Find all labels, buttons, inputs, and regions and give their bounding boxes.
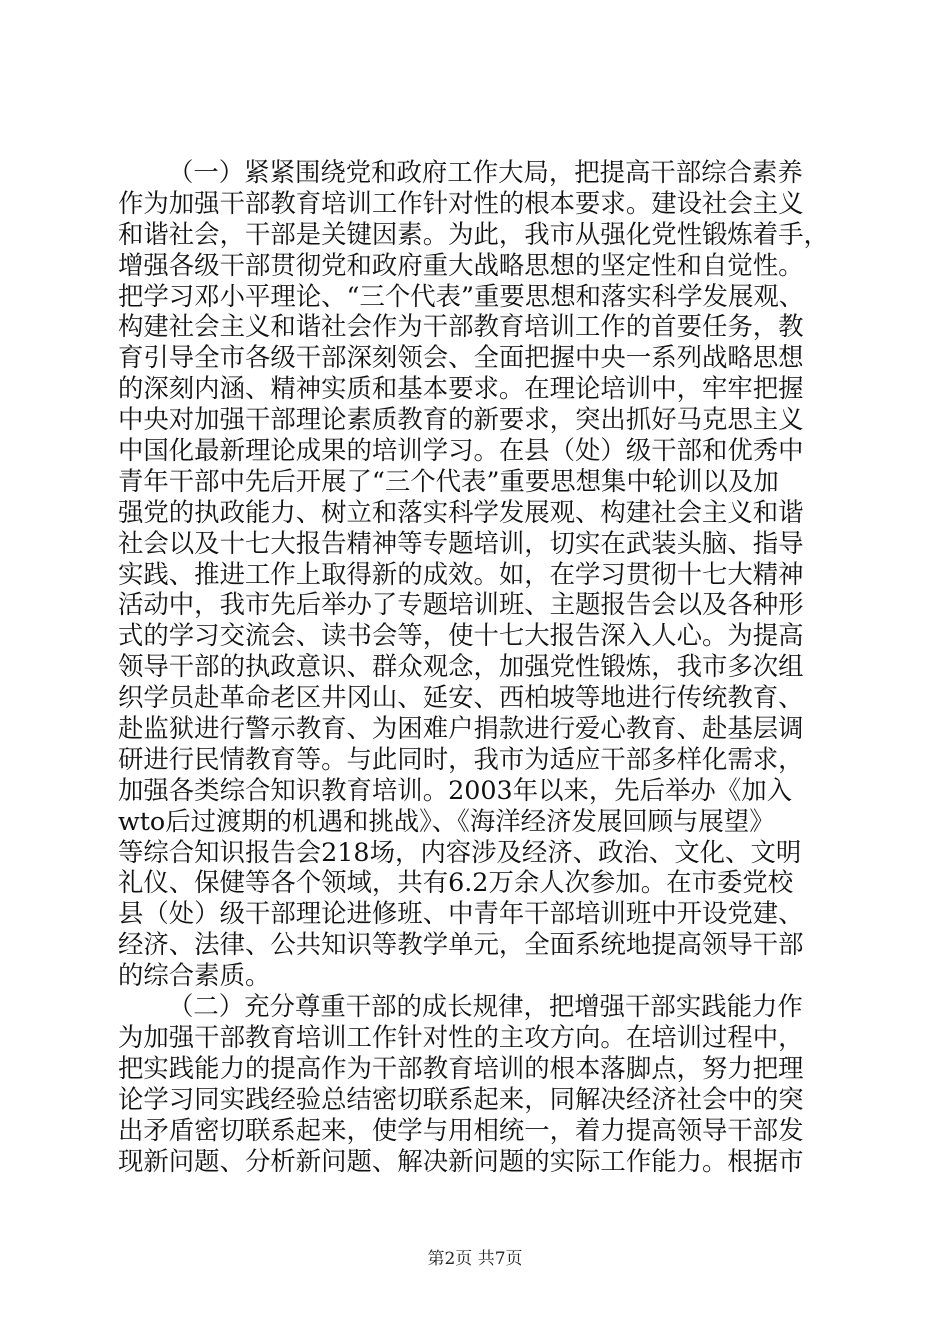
paragraph-1-line: 青年干部中先后开展了“三个代表”重要思想集中轮训以及加 — [118, 465, 779, 496]
paragraph-1-line: 实践、推进工作上取得新的成效。如，在学习贯彻十七大精神 — [118, 558, 804, 589]
paragraph-1-line: 社会以及十七大报告精神等专题培训，切实在武装头脑、指导 — [118, 527, 804, 558]
paragraph-1-line: 等综合知识报告会218场，内容涉及经济、政治、文化、文明 — [118, 836, 802, 867]
paragraph-1-line: 中央对加强干部理论素质教育的新要求，突出抓好马克思主义 — [118, 404, 804, 435]
paragraph-1-line: 和谐社会，干部是关键因素。为此，我市从强化党性锻炼着手， — [118, 218, 829, 249]
paragraph-1-line: 织学员赴革命老区井冈山、延安、西柏坡等地进行传统教育、 — [118, 682, 804, 713]
paragraph-1-line: 加强各类综合知识教育培训。2003年以来，先后举办《加入 — [118, 774, 792, 805]
paragraph-1-line: 把学习邓小平理论、“三个代表”重要思想和落实科学发展观、 — [118, 280, 805, 311]
paragraph-1-line: 礼仪、保健等各个领域，共有6.2万余人次参加。在市委党校 — [118, 867, 794, 898]
paragraph-2-line: 为加强干部教育培训工作针对性的主攻方向。在培训过程中， — [118, 1021, 804, 1052]
paragraph-1-line: 赴监狱进行警示教育、为困难户捐款进行爱心教育、赴基层调 — [118, 713, 804, 744]
paragraph-1-line: 构建社会主义和谐社会作为干部教育培训工作的首要任务，教 — [118, 311, 804, 342]
page-number-footer: 第2页 共7页 — [427, 1249, 523, 1269]
paragraph-1-line: 的深刻内涵、精神实质和基本要求。在理论培训中，牢牢把握 — [118, 373, 804, 404]
paragraph-2-line: （二）充分尊重干部的成长规律，把增强干部实践能力作 — [168, 991, 803, 1022]
paragraph-1-line: （一）紧紧围绕党和政府工作大局，把提高干部综合素养 — [168, 157, 803, 187]
paragraph-2-line: 论学习同实践经验总结密切联系起来，同解决经济社会中的突 — [118, 1083, 804, 1114]
paragraph-1-line: 强党的执政能力、树立和落实科学发展观、构建社会主义和谐 — [118, 496, 804, 527]
paragraph-1-line: 领导干部的执政意识、群众观念，加强党性锻炼，我市多次组 — [118, 651, 804, 682]
paragraph-1-line: 活动中，我市先后举办了专题培训班、主题报告会以及各种形 — [118, 589, 804, 620]
paragraph-2-line: 把实践能力的提高作为干部教育培训的根本落脚点，努力把理 — [118, 1052, 804, 1083]
paragraph-1-line: 育引导全市各级干部深刻领会、全面把握中央一系列战略思想 — [118, 342, 804, 373]
paragraph-1-line: 作为加强干部教育培训工作针对性的根本要求。建设社会主义 — [118, 187, 804, 218]
paragraph-1-line: 研进行民情教育等。与此同时，我市为适应干部多样化需求， — [118, 743, 804, 774]
paragraph-1-line: 中国化最新理论成果的培训学习。在县（处）级干部和优秀中 — [118, 435, 804, 466]
paragraph-1-line: wto后过渡期的机遇和挑战》、《海洋经济发展回顾与展望》 — [118, 805, 775, 836]
document-body — [118, 157, 838, 1176]
paragraph-1-line: 式的学习交流会、读书会等，使十七大报告深入人心。为提高 — [118, 620, 804, 651]
paragraph-1-line: 经济、法律、公共知识等教学单元，全面系统地提高领导干部 — [118, 929, 804, 960]
paragraph-1-line: 的综合素质。 — [118, 960, 271, 991]
paragraph-2-line: 出矛盾密切联系起来，使学与用相统一，着力提高领导干部发 — [118, 1114, 804, 1145]
paragraph-1-line: 增强各级干部贯彻党和政府重大战略思想的坚定性和自觉性。 — [118, 249, 804, 280]
paragraph-2-line: 现新问题、分析新问题、解决新问题的实际工作能力。根据市 — [118, 1145, 804, 1176]
paragraph-1-line: 县（处）级干部理论进修班、中青年干部培训班中开设党建、 — [118, 898, 804, 929]
